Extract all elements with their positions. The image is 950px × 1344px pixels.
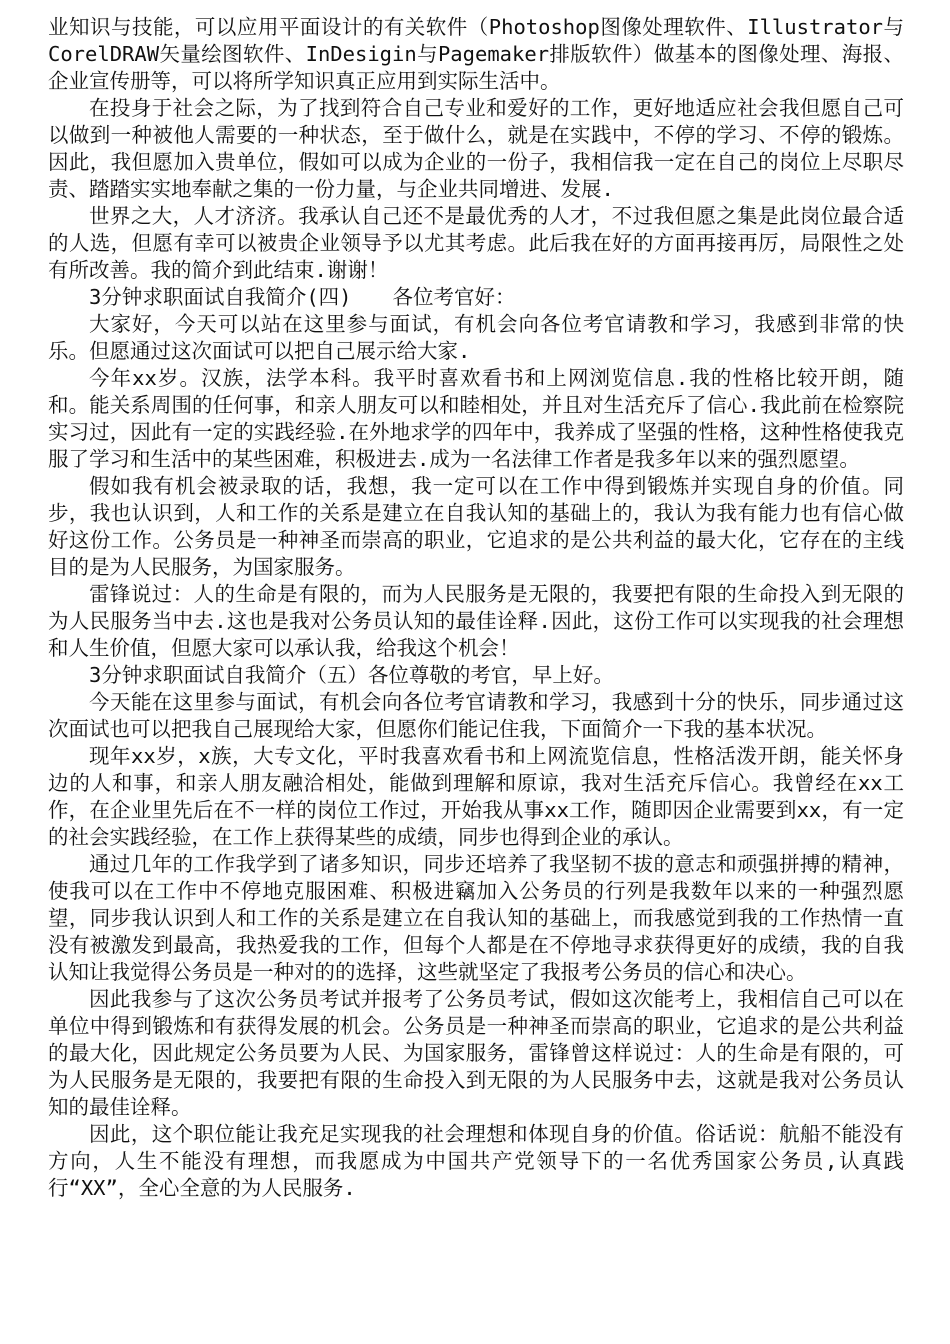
paragraph-leifeng-quote: 雷锋说过：人的生命是有限的，而为人民服务是无限的，我要把有限的生命投入到无限的为人民服务当中去.这也是我对公务员认知的最佳诠释.因此，这份工作可以实现我的社会理想和人生价值，但愿大家可以承认我，给我这个机会！ [48,582,904,660]
paragraph-background-five: 现年xx岁，x族，大专文化，平时我喜欢看书和上网流览信息，性格活泼开朗，能关怀身边的人和事，和亲人朋友融洽相处，能做到理解和原谅，我对生活充斥信心。我曾经在xx工作，在企业里先后在不一样的岗位工作过，开始我从事xx工作，随即因企业需要到xx，有一定的社会实践经验，在工作上获得某些的成绩，同步也得到企业的承认。 [48,744,904,849]
paragraph-greeting: 大家好，今天可以站在这里参与面试，有机会向各位考官请教和学习，我感到非常的快乐。但愿通过这次面试可以把自己展示给大家. [48,312,904,363]
document-page [48,14,904,1202]
section-heading-five: 3分钟求职面试自我简介（五）各位尊敬的考官，早上好。 [89,663,614,687]
paragraph-opportunity: 假如我有机会被录取的话，我想，我一定可以在工作中得到锻炼并实现自身的价值。同步，我也认识到，人和工作的关系是建立在自我认知的基础上的，我认为我有能力也有信心做好这份工作。公务员是一种神圣而崇高的职业，它追求的是公共利益的最大化，它存在的主线目的是为人民服务，为国家服务。 [48,474,904,579]
paragraph-continuation: 业知识与技能，可以应用平面设计的有关软件（Photoshop图像处理软件、Illustrator与CorelDRAW矢量绘图软件、InDesigin与Pagemaker排版软件）做基本的图像处理、海报、企业宣传册等，可以将所学知识真正应用到实际生活中。 [48,15,904,93]
paragraph-job-seeking: 在投身于社会之际，为了找到符合自己专业和爱好的工作，更好地适应社会我但愿自己可以做到一种被他人需要的一种状态，至于做什么，就是在实践中，不停的学习、不停的锻炼。因此，我但愿加入贵单位，假如可以成为企业的一份子，我相信我一定在自己的岗位上尽职尽责、踏踏实实地奉献之集的一份力量，与企业共同增进、发展. [48,96,904,201]
section-heading-four: 3分钟求职面试自我简介(四) 各位考官好： [89,285,516,309]
paragraph-closing: 世界之大，人才济济。我承认自己还不是最优秀的人才，不过我但愿之集是此岗位最合适的人选，但愿有幸可以被贵企业领导予以尤其考虑。此后我在好的方面再接再厉，局限性之处有所改善。我的简介到此结束.谢谢！ [48,204,904,282]
paragraph-intro-five: 今天能在这里参与面试，有机会向各位考官请教和学习，我感到十分的快乐，同步通过这次面试也可以把我自己展现给大家，但愿你们能记住我，下面简介一下我的基本状况。 [48,690,904,741]
paragraph-exam-five: 因此我参与了这次公务员考试并报考了公务员考试，假如这次能考上，我相信自己可以在单位中得到锻炼和有获得发展的机会。公务员是一种神圣而崇高的职业，它追求的是公共利益的最大化，因此规定公务员要为人民、为国家服务，雷锋曾这样说过：人的生命是有限的，可为人民服务是无限的，我要把有限的生命投入到无限的为人民服务中去，这就是我对公务员认知的最佳诠释。 [48,987,904,1119]
paragraph-experience-five: 通过几年的工作我学到了诸多知识，同步还培养了我坚韧不拔的意志和顽强拼搏的精神，使我可以在工作中不停地克服困难、积极进竊加入公务员的行列是我数年以来的一种强烈愿望，同步我认识到人和工作的关系是建立在自我认知的基础上，而我感觉到我的工作热情一直没有被激发到最高，我热爱我的工作，但每个人都是在不停地寻求获得更好的成绩，我的自我认知让我觉得公务员是一种对的的选择，这些就坚定了我报考公务员的信心和决心。 [48,852,904,984]
paragraph-personal-info: 今年xx岁。汉族，法学本科。我平时喜欢看书和上网浏览信息.我的性格比较开朗，随和。能关系周围的任何事，和亲人朋友可以和睦相处，并且对生活充斥了信心.我此前在检察院实习过，因此有一定的实践经验.在外地求学的四年中，我养成了坚强的性格，这种性格使我克服了学习和生活中的某些困难，积极进去.成为一名法律工作者是我多年以来的强烈愿望。 [48,366,904,471]
paragraph-conclusion-five: 因此，这个职位能让我充足实现我的社会理想和体现自身的价值。俗话说：航船不能没有方向，人生不能没有理想，而我愿成为中国共产党领导下的一名优秀国家公务员,认真践行“XX”，全心全意的为人民服务. [48,1122,904,1200]
